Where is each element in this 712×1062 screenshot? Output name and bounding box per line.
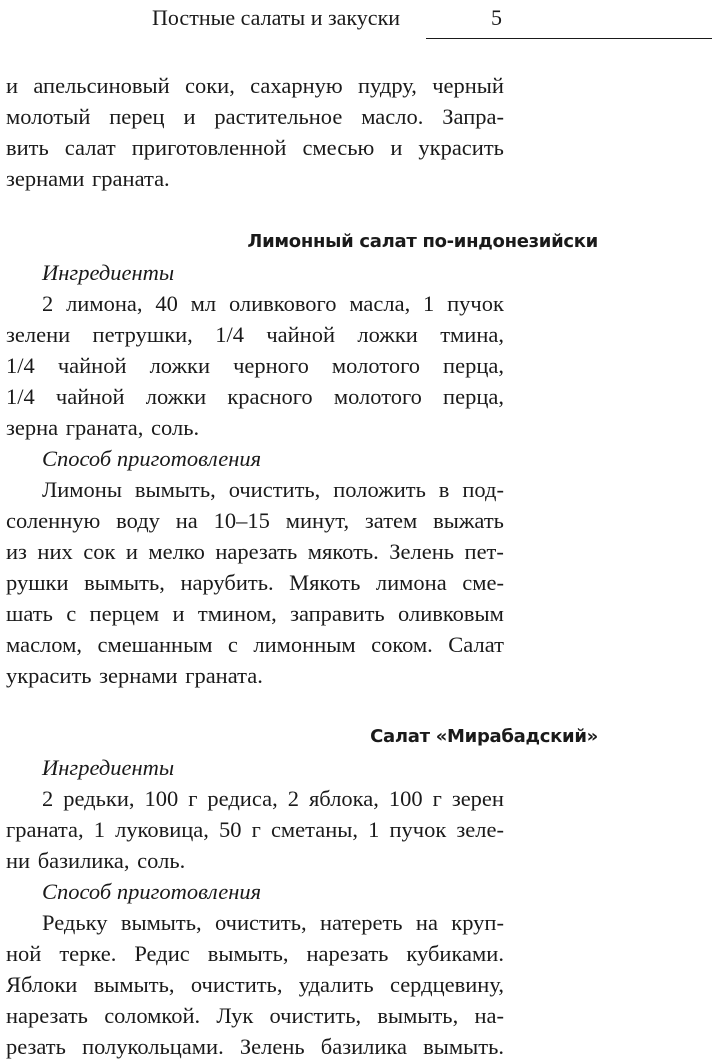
method-line: резать полукольцами. Зелень базилика вымыть. — [6, 1034, 504, 1059]
ingredients-heading: Ингредиенты — [42, 260, 175, 285]
page-header — [0, 0, 712, 44]
recipe-mirabad-salad — [6, 721, 598, 1062]
method-line: нарезать соломкой. Лук очистить, вымыть, на- — [6, 1003, 504, 1028]
text-line: и апельсиновый соки, сахарную пудру, черный — [6, 73, 504, 98]
method-line: ной терке. Редис вымыть, нарезать кубиками. — [6, 941, 504, 966]
page-body — [6, 70, 598, 1062]
method-line: рушки вымыть, нарубить. Мякоть лимона сме- — [6, 570, 504, 595]
method-heading: Способ приготовления — [42, 879, 262, 904]
recipe-title: Салат «Мирабадский» — [370, 726, 598, 747]
ingredients-line: 2 редьки, 100 г редиса, 2 яблока, 100 г зерен — [42, 786, 504, 811]
ingredients-line: граната, 1 луковица, 50 г сметаны, 1 пучок зеле- — [6, 817, 504, 842]
method-line: украсить зернами граната. — [6, 663, 263, 688]
method-line: Яблоки вымыть, очистить, удалить сердцевину, — [6, 972, 504, 997]
intro-paragraph — [6, 70, 504, 194]
text-line: зернами граната. — [6, 166, 170, 191]
ingredients-line: 1/4 чайной ложки черного молотого перца, — [6, 353, 504, 378]
ingredients-line: 1/4 чайной ложки красного молотого перца, — [6, 384, 504, 409]
method-line: маслом, смешанным с лимонным соком. Салат — [6, 632, 504, 657]
ingredients-line: 2 лимона, 40 мл оливкового масла, 1 пучок — [42, 291, 504, 316]
ingredients-line: зерна граната, соль. — [6, 415, 200, 440]
page-number: 5 — [491, 5, 502, 30]
method-line: из них сок и мелко нарезать мякоть. Зелень пет- — [6, 539, 504, 564]
ingredients-heading: Ингредиенты — [42, 755, 175, 780]
recipe-lemon-salad — [6, 226, 598, 691]
ingredients-line: ни базилика, соль. — [6, 848, 186, 873]
method-line: Лимоны вымыть, очистить, положить в под- — [42, 477, 504, 502]
ingredients-line: зелени петрушки, 1/4 чайной ложки тмина, — [6, 322, 504, 347]
text-line: молотый перец и растительное масло. Запра- — [6, 104, 504, 129]
method-line: соленную воду на 10–15 минут, затем выжать — [6, 508, 504, 533]
method-heading: Способ приготовления — [42, 446, 262, 471]
header-rule — [426, 38, 712, 39]
running-title: Постные салаты и закуски — [152, 5, 401, 30]
text-line: вить салат приготовленной смесью и украсить — [6, 135, 504, 160]
recipe-title: Лимонный салат по-индонезийски — [247, 231, 598, 252]
method-line: шать с перцем и тмином, заправить оливковым — [6, 601, 504, 626]
method-line: Редьку вымыть, очистить, натереть на круп- — [42, 910, 504, 935]
